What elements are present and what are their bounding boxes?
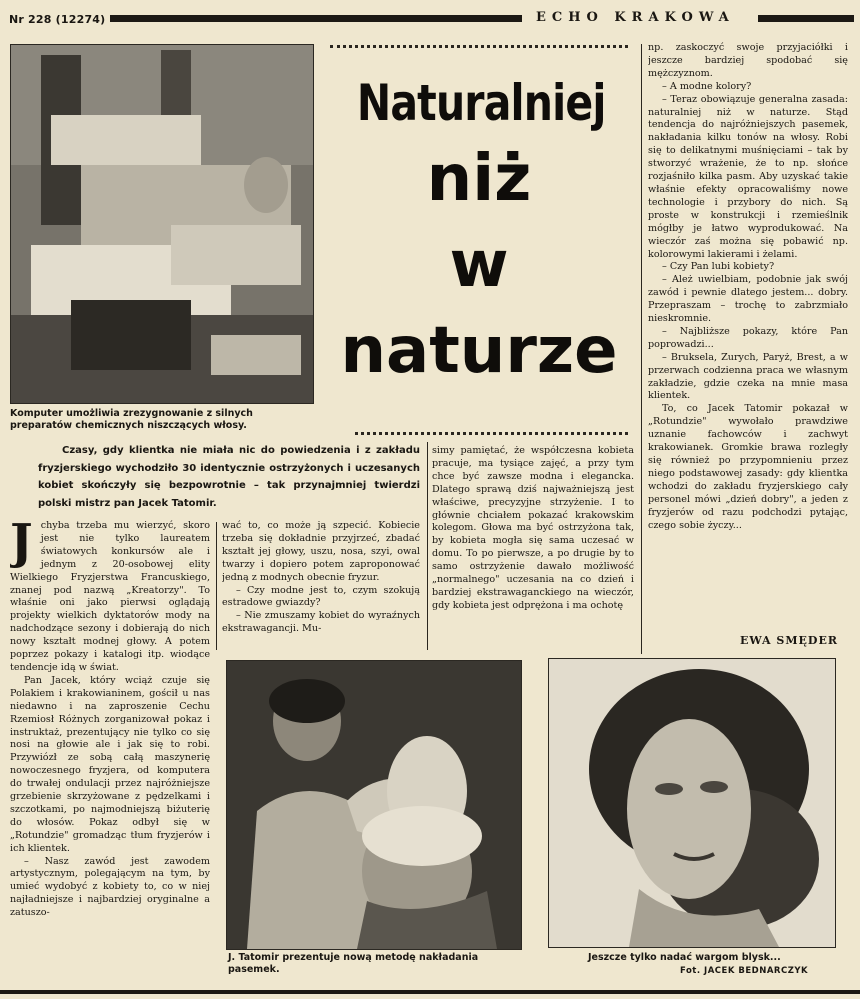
masthead-rule-right bbox=[758, 15, 854, 22]
paragraph: – Nasz zawód jest zawodem artystycznym, polegającym na tym, by umieć wydobyć z kobiety to, co w niej najładniejsze i najbardziej oryginalne a zatuszo- bbox=[10, 855, 210, 919]
computer-photo bbox=[10, 44, 314, 404]
hairdresser-photo bbox=[226, 660, 522, 950]
article-column-1 bbox=[10, 520, 210, 978]
paragraph: chyba trzeba mu wierzyć, skoro jest nie tylko laureatem światowych konkursów ale i jednym z 20-osobowej elity Wielkiego Fryzjerstwa Francuskiego, znanej pod nazwą „Kreatorzy". To właśnie oni jako pierwsi oglądają projekty wielkich dyktatorów mody na nadchodzące sezony i dobierają do nich nowy kształt modnej głowy. A potem poprzez pokazy i katalogi itp. wiodące tendencje idą w świat. bbox=[10, 520, 210, 673]
paragraph: To, co Jacek Tatomir pokazał w „Rotundzie" wywołało prawdziwe uznanie fachowców i zachwyt krakowianek. Gromkie brawa rozległy się również po przypomnieniu przez niego podstawowej zasady: gdy klientka wchodzi do zakładu fryzjerskiego cały personel mówi „dzień dobry", a jeden z fryzjerów od razu podchodzi pytając, czego sobie życzy... bbox=[648, 403, 848, 531]
drop-cap: J bbox=[10, 520, 33, 570]
paragraph: np. zaskoczyć swoje przyjaciółki i jeszcze bardziej spodobać się mężczyznom. bbox=[648, 42, 848, 79]
headline-line-3: w bbox=[449, 228, 509, 302]
headline-line-2: niż bbox=[426, 142, 532, 216]
article-column-3 bbox=[432, 445, 634, 650]
author-signature: EWA SMĘDER bbox=[740, 634, 838, 647]
paragraph: – Ależ uwielbiam, podobnie jak swój zawód i pewnie dlatego jestem... dobry. Przepraszam – trochę to zabrzmiało nieskromnie. bbox=[648, 274, 848, 325]
bottom-left-caption: J. Tatomir prezentuje nową metodę nakładania pasemek. bbox=[228, 952, 479, 975]
paragraph: – Teraz obowiązuje generalna zasada: naturalniej niż w naturze. Stąd tendencja do najróżniejszych pasemek, nakładania kilku tonów na włosy. Robi się to delikatnymi muśnięciami – tak by stworzyć wrażenie, że to np. słońce rozjaśniło kilka pasm. Aby uzyskać takie właśnie efekty opracowaliśmy nowe technologie i przybory do nich. Są proste w konstrukcji i rzemieślnik mógłby je łatwo wyprodukować. Na wieczór zaś można się pobawić np. kolorowymi lakierami i żelami. bbox=[648, 93, 848, 260]
bottom-right-caption: Jeszcze tylko nadać wargom blysk... bbox=[588, 952, 781, 963]
issue-number: Nr 228 (12274) bbox=[9, 13, 106, 26]
paragraph: – Bruksela, Zurych, Paryż, Brest, a w przerwach codzienna praca we własnym zakładzie, gdzie czeka na mnie masa klientek. bbox=[648, 351, 848, 402]
model-portrait-photo bbox=[548, 658, 836, 948]
headline-top-rule bbox=[330, 45, 628, 48]
column-divider-right bbox=[641, 44, 642, 654]
top-photo-caption: Komputer umożliwia zrezygnowanie z silnych preparatów chemicznych niszczących włosy. bbox=[10, 408, 253, 431]
headline-bottom-rule bbox=[355, 432, 628, 435]
article-column-4 bbox=[648, 42, 848, 632]
article-column-2 bbox=[222, 520, 420, 650]
paragraph: Pan Jacek, który wciąż czuje się Polakiem i krakowianinem, gościł u nas niedawno i na zaproszenie Cechu Rzemiosł Różnych zorganizował pokaz i instruktaż, prezentujący nie tylko co się nosi na głowie ale i jak się to robi. Przywiózł ze sobą całą maszynerię nowoczesnego fryzjera, od komputera do trwałej ondulacji przez najróżniejsze grzebienie skrzyżowane z pędzelkami i szczotkami, po najmodniejszą biżuterię do włosów. Pokaz odbył się w „Rotundzie" gromadząc tłum fryzjerów i ich klientek. bbox=[10, 674, 210, 854]
headline bbox=[330, 70, 628, 394]
bottom-rule bbox=[0, 990, 860, 994]
lead-paragraph: Czasy, gdy klientka nie miała nic do powiedzenia i z zakładu fryzjerskiego wychodziło 30 identycznie ostrzyżonych i uczesanych kobiet skończyły się bezpowrotnie – tak przynajmniej twierdzi polski mistrz pan Jacek Tatomir. bbox=[38, 445, 420, 509]
paragraph: – Najbliższe pokazy, które Pan poprowadzi... bbox=[648, 325, 848, 350]
paragraph: – Czy modne jest to, czym szokują estradowe gwiazdy? bbox=[222, 584, 420, 609]
masthead-rule-left bbox=[110, 15, 522, 22]
paragraph: – A modne kolory? bbox=[662, 80, 752, 92]
paragraph: – Czy Pan lubi kobiety? bbox=[662, 261, 775, 273]
paragraph: wać to, co może ją szpecić. Kobiecie trzeba się dokładnie przyjrzeć, zbadać kształt jej głowy, uszu, nosa, szyi, owal twarzy i dopiero potem zaproponować jedną z modnych obecnie fryzur. bbox=[222, 520, 420, 583]
headline-line-1: Naturalniej bbox=[356, 74, 606, 132]
photo-credit: Fot. JACEK BEDNARCZYK bbox=[680, 966, 809, 976]
headline-line-4: naturze bbox=[340, 314, 618, 388]
column-divider-2 bbox=[427, 442, 428, 650]
column-divider-1 bbox=[216, 522, 217, 650]
newspaper-name: ECHO KRAKOWA bbox=[536, 10, 735, 25]
paragraph: – Nie zmuszamy kobiet do wyraźnych ekstrawagancji. Mu- bbox=[222, 610, 420, 635]
paragraph: simy pamiętać, że współczesna kobieta pracuje, ma tysiące zajęć, a przy tym chce być zawsze modna i elegancka. Dlatego sprawą dziś najważniejszą jest właściwe, precyzyjne strzyżenie. I to głównie chciałem pokazać krakowskim kolegom. Głowa ma być ostrzyżona tak, by kobieta mogła się sama uczesać w domu. To po pierwsze, a po drugie by to samo ostrzyżenie dawało możliwość „normalnego" uczesania na co dzień i bardziej ekstrawaganckiego na wieczór, gdy kobieta jest odprężona i ma ochotę bbox=[432, 445, 634, 611]
